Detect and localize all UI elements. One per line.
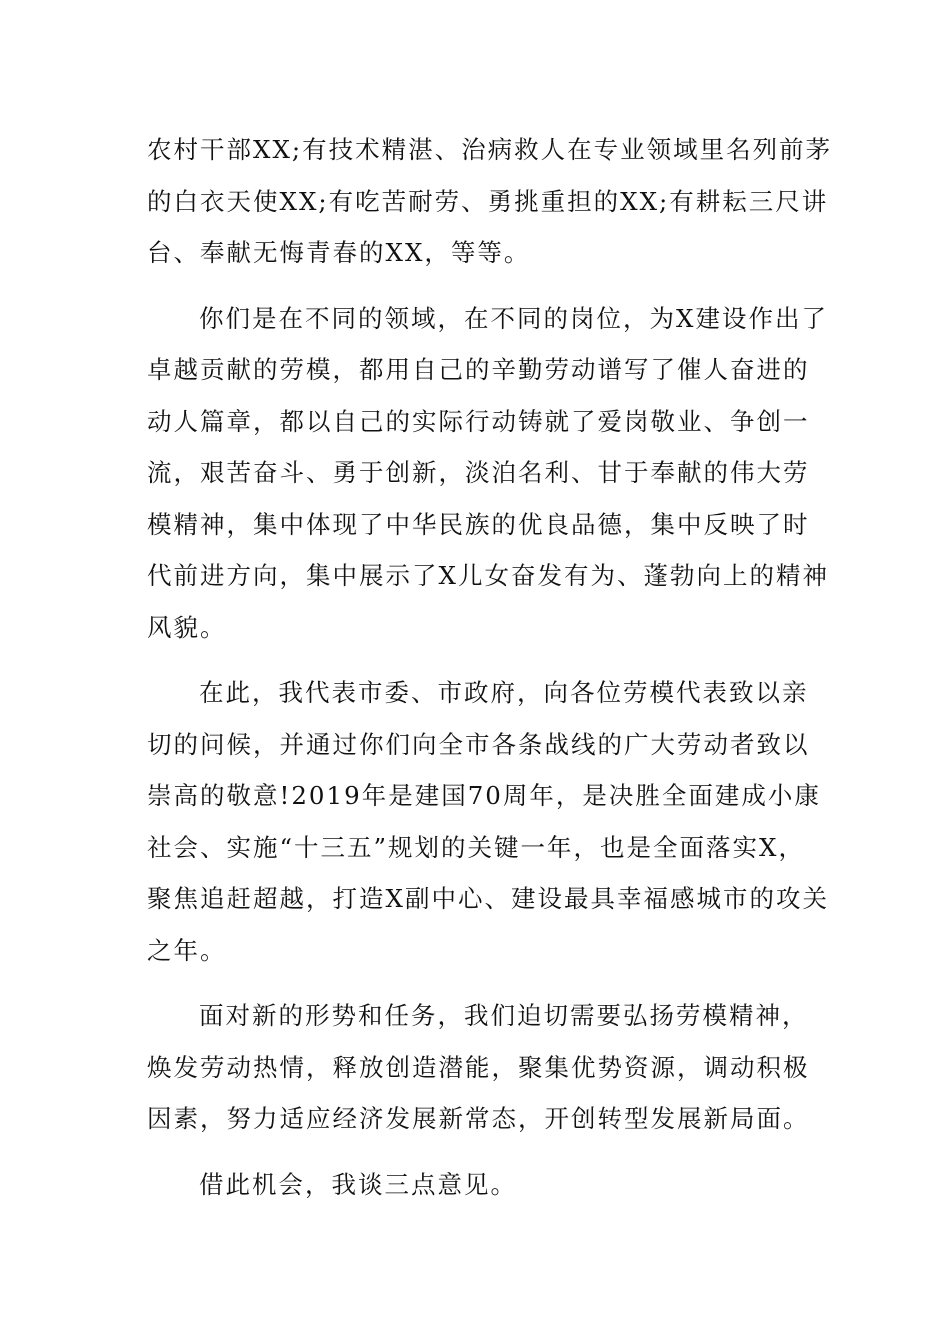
paragraph-4	[147, 990, 810, 1145]
text-line: 因素，努力适应经济发展新常态，开创转型发展新局面。	[147, 1104, 810, 1133]
text-line: 焕发劳动热情，释放创造潜能，聚集优势资源，调动积极	[147, 1052, 810, 1082]
paragraph-2	[147, 293, 829, 654]
paragraph-spacing	[147, 976, 807, 990]
text-line: 面对新的形势和任务，我们迫切需要弘扬劳模精神，	[199, 1001, 809, 1030]
text-line: 在此，我代表市委、市政府，向各位劳模代表致以亲	[199, 678, 809, 707]
text-line: 风貌。	[147, 612, 227, 642]
document-body	[147, 124, 833, 1210]
text-line: 模精神，集中体现了中华民族的优良品德，集中反映了时	[147, 509, 810, 539]
text-line: 动人篇章，都以自己的实际行动铸就了爱岗敬业、争创一	[147, 406, 810, 436]
text-line: 台、奉献无悔青春的XX，等等。	[147, 238, 531, 267]
paragraph-spacing	[147, 1145, 807, 1159]
text-line: 农村干部XX;有技术精湛、治病救人在专业领域里名列前茅	[147, 135, 833, 164]
text-line: 代前进方向，集中展示了X儿女奋发有为、蓬勃向上的精神	[147, 561, 829, 590]
text-line: 流，艰苦奋斗、勇于创新，淡泊名利、甘于奉献的伟大劳	[147, 458, 810, 487]
paragraph-spacing	[147, 279, 807, 293]
text-line: 切的问候，并通过你们向全市各条战线的广大劳动者致以	[147, 729, 810, 759]
text-line: 之年。	[147, 935, 227, 965]
paragraph-spacing	[147, 653, 807, 667]
text-line: 聚焦追赶超越，打造X副中心、建设最具幸福感城市的攻关	[147, 884, 829, 913]
text-line: 社会、实施“十三五”规划的关键一年，也是全面落实X，	[147, 832, 805, 862]
text-line: 你们是在不同的领域，在不同的岗位，为X建设作出了	[199, 303, 828, 333]
paragraph-1	[147, 124, 833, 279]
text-line: 卓越贡献的劳模，都用自己的辛勤劳动谱写了催人奋进的	[147, 355, 810, 384]
paragraph-5	[147, 1159, 807, 1211]
text-line: 借此机会，我谈三点意见。	[199, 1169, 517, 1199]
paragraph-3	[147, 667, 829, 976]
text-line: 崇高的敬意!2019年是建国70周年，是决胜全面建成小康	[147, 781, 821, 810]
text-line: 的白衣天使XX;有吃苦耐劳、勇挑重担的XX;有耕耘三尺讲	[147, 186, 829, 216]
